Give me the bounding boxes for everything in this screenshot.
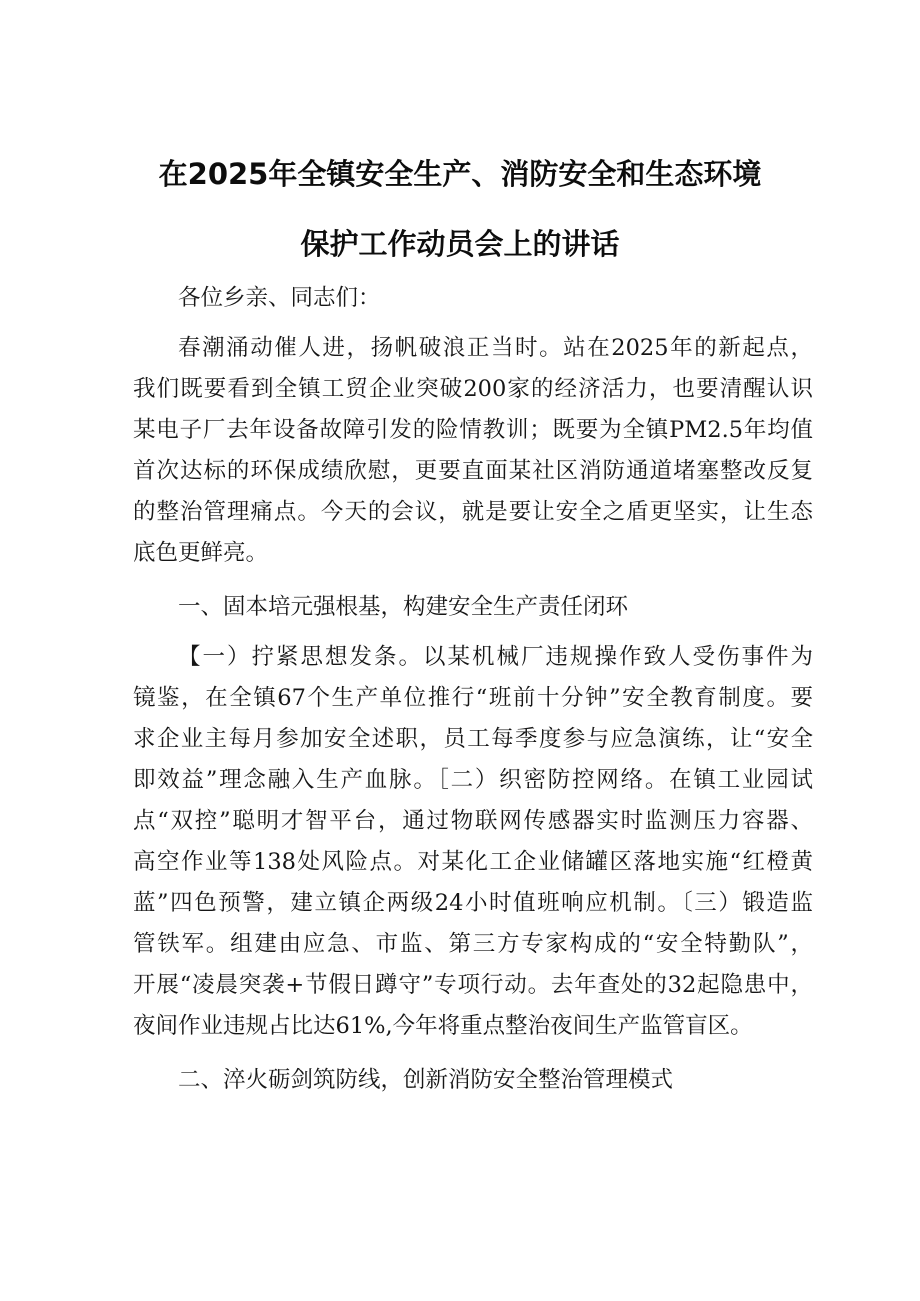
- section-1-line: 管铁军。组建由应急、市监、第三方专家构成的“安全特勤队”，: [133, 931, 813, 957]
- document-title-line-1: 在2025年全镇安全生产、消防安全和生态环境: [158, 157, 762, 191]
- section-1-line: 镜鉴，在全镇67个生产单位推行“班前十分钟”安全教育制度。要: [133, 685, 813, 711]
- section-1-line: 高空作业等138处风险点。对某化工企业储罐区落地实施“红橙黄: [133, 849, 813, 875]
- salutation: 各位乡亲、同志们：: [178, 285, 381, 311]
- section-1-line: 夜间作业违规占比达61%,今年将重点整治夜间生产监管盲区。: [133, 1013, 753, 1039]
- document-title-line-2: 保护工作动员会上的讲话: [300, 227, 620, 261]
- intro-line: 春潮涌动催人进，扬帆破浪正当时。站在2025年的新起点，: [178, 335, 813, 361]
- section-1-line: 【一）拧紧思想发条。以某机械厂违规操作致人受伤事件为: [178, 644, 813, 670]
- section-1-line: 蓝”四色预警，建立镇企两级24小时值班响应机制。〔三）锻造监: [133, 890, 813, 916]
- intro-line: 某电子厂去年设备故障引发的险情教训；既要为全镇PM2.5年均值: [133, 417, 813, 443]
- section-1-heading: 一、固本培元强根基，构建安全生产责任闭环: [178, 594, 629, 620]
- section-1-line: 点“双控”聪明才智平台，通过物联网传感器实时监测压力容器、: [133, 808, 813, 834]
- intro-line: 的整治管理痛点。今天的会议，就是要让安全之盾更坚实，让生态: [133, 499, 813, 525]
- section-1-line: 求企业主每月参加安全述职，员工每季度参与应急演练，让“安全: [133, 726, 813, 752]
- section-1-line: 开展“凌晨突袭+节假日蹲守”专项行动。去年查处的32起隐患中，: [133, 972, 813, 998]
- intro-line: 首次达标的环保成绩欣慰，更要直面某社区消防通道堵塞整改反复: [133, 458, 813, 484]
- intro-line: 我们既要看到全镇工贸企业突破200家的经济活力，也要清醒认识: [133, 376, 813, 402]
- intro-line: 底色更鲜亮。: [133, 540, 269, 566]
- section-1-line: 即效益”理念融入生产血脉。［二）织密防控网络。在镇工业园试: [133, 767, 813, 793]
- section-2-heading: 二、淬火砺剑筑防线，创新消防安全整治管理模式: [178, 1067, 674, 1093]
